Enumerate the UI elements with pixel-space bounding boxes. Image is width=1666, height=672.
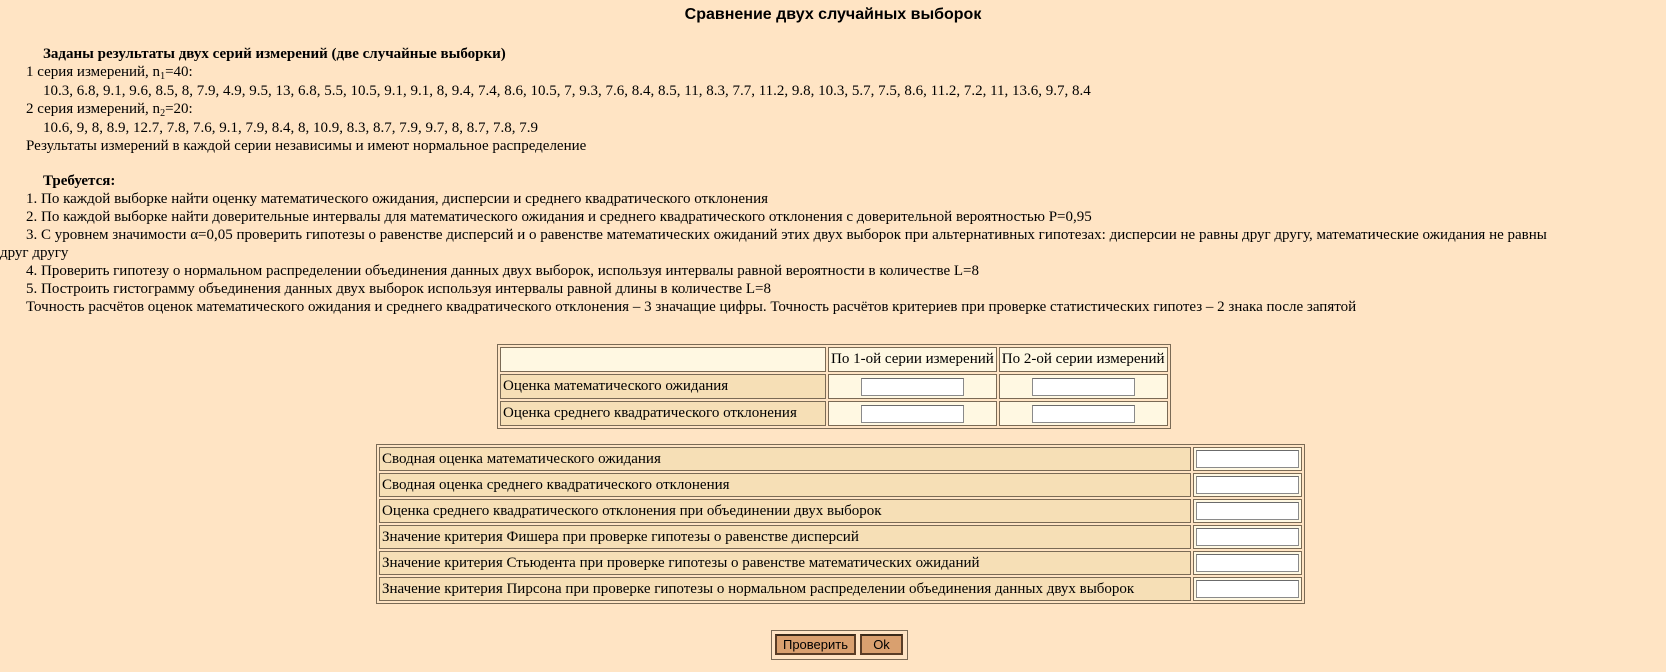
student-cell	[1193, 551, 1302, 575]
check-button[interactable]: Проверить	[775, 634, 856, 655]
std-series-1-input[interactable]	[861, 405, 964, 423]
pearson-cell	[1193, 577, 1302, 601]
page-title: Сравнение двух случайных выборок	[684, 6, 982, 23]
combined-std-input[interactable]	[1196, 502, 1299, 520]
std-series-1-cell	[828, 401, 997, 426]
row-label-fisher: Значение критерия Фишера при проверке гипотезы о равенстве дисперсий	[379, 525, 1191, 549]
pooled-mean-input[interactable]	[1196, 450, 1299, 468]
task-item-3: 3. С уровнем значимости α=0,05 проверить гипотезы о равенстве дисперсий и о равенстве математических ожиданий этих двух выборок при альтернативных гипотезах: дисперсии не равны друг другу, математические ожидания не равны	[26, 227, 1547, 243]
precision-note: Точность расчётов оценок математического ожидания и среднего квадратического отклонения – 3 значащие цифры. Точность расчётов критериев при проверке статистических гипотез – 2 знака после запятой	[26, 299, 1357, 315]
table-row	[379, 499, 1302, 523]
series2-sub: 2	[160, 108, 166, 119]
row-label-pearson: Значение критерия Пирсона при проверке гипотезы о нормальном распределении объединения данных двух выборок	[379, 577, 1191, 601]
table-row	[500, 401, 1168, 426]
series1-suffix: =40:	[165, 64, 193, 80]
column-header-series-1: По 1-ой серии измерений	[828, 347, 997, 372]
estimates-table	[497, 344, 1171, 429]
row-label-mean: Оценка математического ожидания	[500, 374, 826, 399]
mean-series-1-input[interactable]	[861, 378, 964, 396]
estimates-header-row	[500, 347, 1168, 372]
independence-note: Результаты измерений в каждой серии независимы и имеют нормальное распределение	[26, 138, 587, 154]
task-item-3-wrap: друг другу	[0, 245, 69, 261]
estimates-corner-cell	[500, 347, 826, 372]
task-item-2: 2. По каждой выборке найти доверительные интервалы для математического ожидания и среднего квадратического отклонения с доверительной вероятностью P=0,95	[26, 209, 1092, 225]
table-row	[379, 525, 1302, 549]
table-row	[379, 577, 1302, 601]
table-row	[500, 374, 1168, 399]
row-label-pooled-std: Сводная оценка среднего квадратического отклонения	[379, 473, 1191, 497]
row-label-std: Оценка среднего квадратического отклонения	[500, 401, 826, 426]
mean-series-2-input[interactable]	[1032, 378, 1135, 396]
std-series-2-input[interactable]	[1032, 405, 1135, 423]
pooled-mean-cell	[1193, 447, 1302, 471]
row-label-combined-std: Оценка среднего квадратического отклонения при объединении двух выборок	[379, 499, 1191, 523]
row-label-pooled-mean: Сводная оценка математического ожидания	[379, 447, 1191, 471]
criteria-table	[376, 444, 1305, 604]
combined-std-cell	[1193, 499, 1302, 523]
column-header-series-2: По 2-ой серии измерений	[999, 347, 1168, 372]
fisher-input[interactable]	[1196, 528, 1299, 546]
series2-label	[26, 101, 193, 118]
pearson-input[interactable]	[1196, 580, 1299, 598]
table-row	[379, 551, 1302, 575]
student-input[interactable]	[1196, 554, 1299, 572]
pooled-std-cell	[1193, 473, 1302, 497]
task-item-4: 4. Проверить гипотезу о нормальном распределении объединения данных двух выборок, используя интервалы равной вероятности в количестве L=8	[26, 263, 979, 279]
series2-prefix: 2 серия измерений, n	[26, 101, 161, 117]
pooled-std-input[interactable]	[1196, 476, 1299, 494]
mean-series-2-cell	[999, 374, 1168, 399]
task-item-1: 1. По каждой выборке найти оценку математического ожидания, дисперсии и среднего квадратического отклонения	[26, 191, 769, 207]
table-row	[379, 473, 1302, 497]
series1-label	[26, 64, 193, 81]
mean-series-1-cell	[828, 374, 997, 399]
series1-prefix: 1 серия измерений, n	[26, 64, 161, 80]
row-label-student: Значение критерия Стьюдента при проверке гипотезы о равенстве математических ожиданий	[379, 551, 1191, 575]
series2-values: 10.6, 9, 8, 8.9, 12.7, 7.8, 7.6, 9.1, 7.9, 8.4, 8, 10.9, 8.3, 8.7, 7.9, 9.7, 8, 8.7, 7.8, 7.9	[43, 120, 538, 136]
task-item-5: 5. Построить гистограмму объединения данных двух выборок используя интервалы равной длины в количестве L=8	[26, 281, 772, 297]
std-series-2-cell	[999, 401, 1168, 426]
ok-button[interactable]: Ok	[860, 634, 903, 655]
series1-sub: 1	[160, 71, 166, 82]
fisher-cell	[1193, 525, 1302, 549]
button-group	[771, 630, 908, 660]
data-heading: Заданы результаты двух серий измерений (две случайные выборки)	[43, 46, 506, 62]
series2-suffix: =20:	[165, 101, 193, 117]
table-row	[379, 447, 1302, 471]
series1-values: 10.3, 6.8, 9.1, 9.6, 8.5, 8, 7.9, 4.9, 9.5, 13, 6.8, 5.5, 10.5, 9.1, 9.1, 8, 9.4, 7.4, 8.6, 10.5, 7, 9.3, 7.6, 8.4, 8.5, 11, 8.3, 7.7, 11.2, 9.8, 10.3, 5.7, 7.5, 8.6, 11.2, 7.2, 11, 13.6, 9.7, 8.4	[43, 83, 1091, 99]
task-heading: Требуется:	[43, 173, 116, 189]
